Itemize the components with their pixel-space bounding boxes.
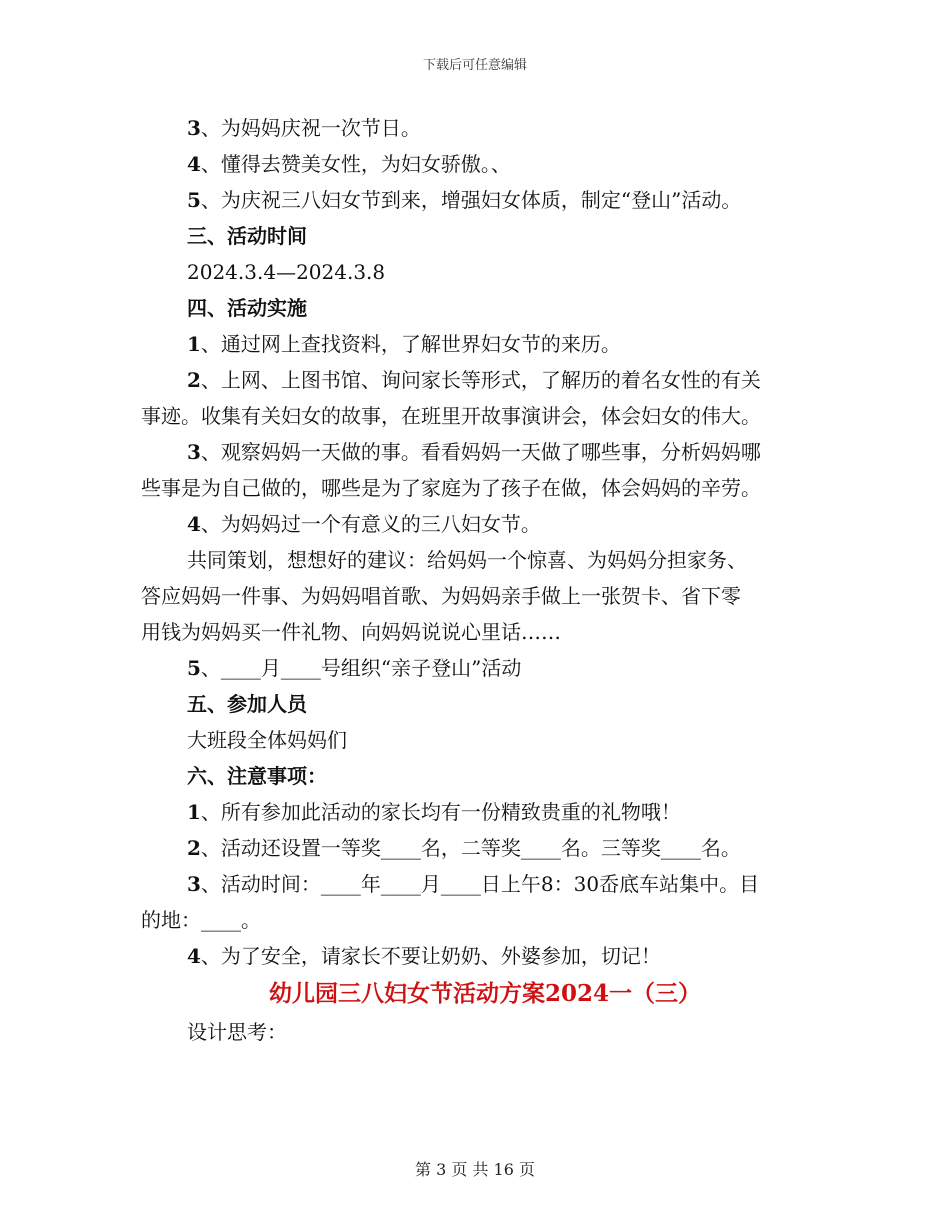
note-item-3-line2: 的地：____。 xyxy=(141,908,261,932)
plan-line-3: 用钱为妈妈买一件礼物、向妈妈说说心里话…… xyxy=(141,620,561,644)
section-heading-notes: 六、注意事项： xyxy=(187,764,327,788)
section-heading-participants: 五、参加人员 xyxy=(187,692,307,716)
item-text: 、所有参加此活动的家长均有一份精致贵重的礼物哦！ xyxy=(200,800,681,824)
section-heading-implementation: 四、活动实施 xyxy=(187,296,307,320)
impl-item-2-line2: 事迹。收集有关妇女的故事，在班里开故事演讲会，体会妇女的伟大。 xyxy=(141,404,761,428)
note-item-2 xyxy=(141,830,809,866)
activity-date: 2024.3.4—2024.3.8 xyxy=(187,260,386,284)
participants-text: 大班段全体妈妈们 xyxy=(187,728,347,752)
impl-item-2-line1 xyxy=(141,362,809,398)
item-number: 3 xyxy=(187,440,201,464)
item-text: 、上网、上图书馆、询问家长等形式，了解历的着名女性的有关 xyxy=(200,368,761,392)
item-text: 、为妈妈庆祝一次节日。 xyxy=(200,116,421,140)
impl-item-1 xyxy=(141,326,809,362)
note-item-3-line1 xyxy=(141,866,809,902)
page-footer: 第 3 页 共 16 页 xyxy=(415,1160,535,1179)
item-text: 、活动还设置一等奖____名，二等奖____名。三等奖____名。 xyxy=(200,836,741,860)
impl-item-3-line2: 些事是为自己做的，哪些是为了家庭为了孩子在做，体会妈妈的辛劳。 xyxy=(141,476,761,500)
item-number: 4 xyxy=(187,944,201,968)
item-number: 2 xyxy=(187,368,201,392)
item-number: 3 xyxy=(187,872,201,896)
impl-item-3-line1 xyxy=(141,434,809,470)
item-text: 、观察妈妈一天做的事。看看妈妈一天做了哪些事，分析妈妈哪 xyxy=(200,440,761,464)
item-number: 5 xyxy=(187,188,201,212)
item-text: 、活动时间：____年____月____日上午8：30岙底车站集中。目 xyxy=(200,872,760,896)
item-text: 、为庆祝三八妇女节到来，增强妇女体质，制定“登山”活动。 xyxy=(200,188,742,212)
item-number: 1 xyxy=(187,332,201,356)
section-heading-time: 三、活动时间 xyxy=(187,224,307,248)
item-number: 3 xyxy=(187,116,201,140)
impl-item-5 xyxy=(141,650,809,686)
item-text: 、____月____号组织“亲子登山”活动 xyxy=(200,656,522,680)
design-thinking-label: 设计思考： xyxy=(187,1020,287,1044)
item-number: 2 xyxy=(187,836,201,860)
note-item-4 xyxy=(141,938,809,974)
note-item-1 xyxy=(141,794,809,830)
item-number: 4 xyxy=(187,152,201,176)
item-text: 、懂得去赞美女性，为妇女骄傲。、 xyxy=(200,152,511,176)
item-number: 1 xyxy=(187,800,201,824)
item-number: 5 xyxy=(187,656,201,680)
goal-item-4 xyxy=(141,146,809,182)
item-number: 4 xyxy=(187,512,201,536)
item-text: 、为妈妈过一个有意义的三八妇女节。 xyxy=(200,512,541,536)
impl-item-4 xyxy=(141,506,809,542)
goal-item-3 xyxy=(141,110,809,146)
document-body xyxy=(141,110,809,1050)
item-text: 、为了安全，请家长不要让奶奶、外婆参加，切记！ xyxy=(200,944,661,968)
item-text: 、通过网上查找资料，了解世界妇女节的来历。 xyxy=(200,332,621,356)
plan-line-1: 共同策划，想想好的建议：给妈妈一个惊喜、为妈妈分担家务、 xyxy=(187,548,747,572)
goal-item-5 xyxy=(141,182,809,218)
next-section-title: 幼儿园三八妇女节活动方案2024一（三） xyxy=(268,980,701,1007)
plan-line-2: 答应妈妈一件事、为妈妈唱首歌、为妈妈亲手做上一张贺卡、省下零 xyxy=(141,584,741,608)
page-header: 下载后可任意编辑 xyxy=(422,58,527,73)
